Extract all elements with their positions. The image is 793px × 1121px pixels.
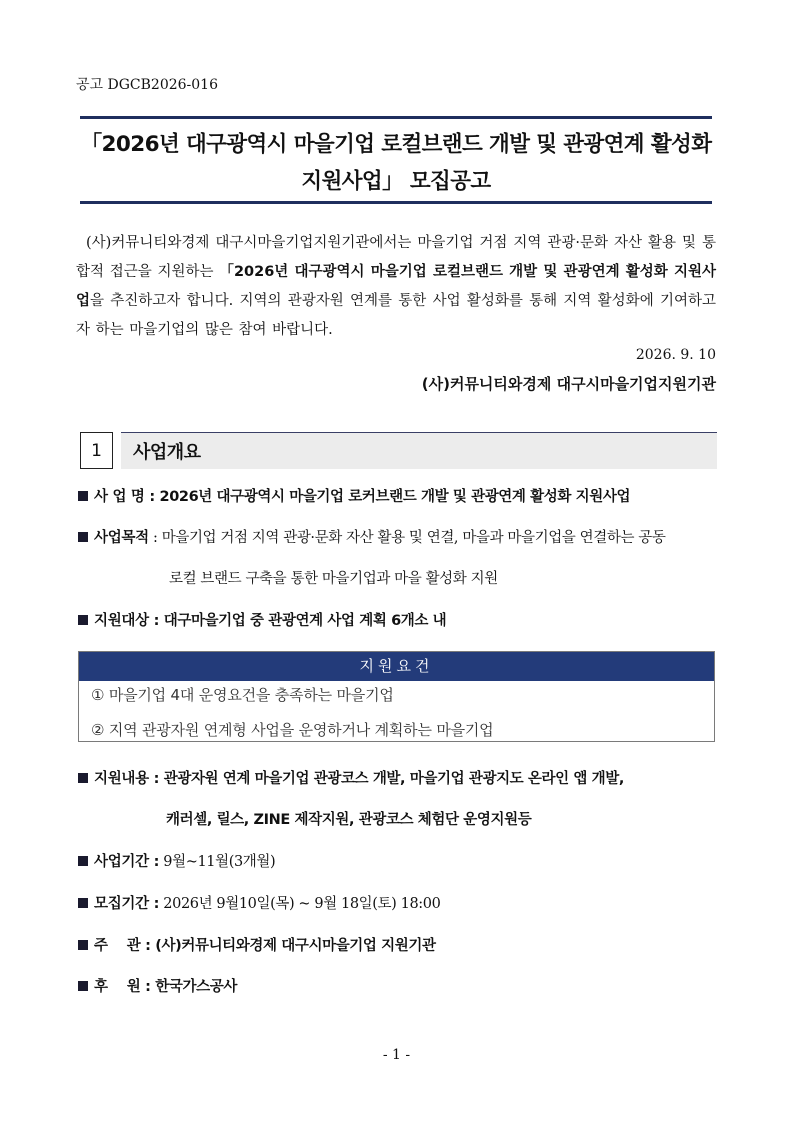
section-number: 1 xyxy=(80,432,113,469)
notice-id: 공고 DGCB2026-016 xyxy=(76,77,218,93)
bullet-square-icon xyxy=(78,940,88,950)
item-project-name: 사 업 명 : 2026년 대구광역시 마을기업 로커브랜드 개발 및 관광연계 활성화 지원사업 xyxy=(78,485,630,506)
bullet-square-icon xyxy=(78,898,88,908)
item-sponsor: 후 원 : 한국가스공사 xyxy=(78,975,237,996)
item-recruit-period: 모집기간 : 2026년 9월10일(목) ~ 9월 18일(토) 18:00 xyxy=(78,892,440,913)
title-top-rule xyxy=(80,116,712,119)
notice-date: 2026. 9. 10 xyxy=(635,347,716,363)
requirement-line-1: ① 마을기업 4대 운영요건을 충족하는 마을기업 xyxy=(91,686,394,704)
title-line-2: 지원사업」 모집공고 xyxy=(301,169,491,194)
bullet-square-icon xyxy=(78,491,88,501)
item-content: 지원내용 : 관광자원 연계 마을기업 관광코스 개발, 마을기업 관광지도 온라인 앱 개발, xyxy=(78,767,624,788)
section-title: 사업개요 xyxy=(121,432,717,469)
bullet-square-icon xyxy=(78,981,88,991)
item-target: 지원대상 : 대구마을기업 중 관광연계 사업 계획 6개소 내 xyxy=(78,609,446,630)
item-host: 주 관 : (사)커뮤니티와경제 대구시마을기업 지원기관 xyxy=(78,934,436,955)
requirement-line-2: ② 지역 관광자원 연계형 사업을 운영하거나 계획하는 마을기업 xyxy=(91,721,494,739)
organization-name: (사)커뮤니티와경제 대구시마을기업지원기관 xyxy=(421,375,716,393)
page-number: - 1 - xyxy=(382,1047,411,1063)
intro-text-1: (사)커뮤니티와경제 대구시마을기업지원기관에서는 마을기업 거점 지역 관광·문화 자산 활용 및 통합적 접근을 지원하는 xyxy=(76,235,716,280)
title-line-1: 「2026년 대구광역시 마을기업 로컬브랜드 개발 및 관광연계 활성화 xyxy=(80,132,712,157)
intro-bold: 「2026년 대구광역시 마을기업 로컬브랜드 개발 및 관광연계 활성화 지원사업 xyxy=(76,264,717,309)
bullet-square-icon xyxy=(78,532,88,542)
bullet-square-icon xyxy=(78,615,88,625)
intro-text-2: 을 추진하고자 합니다. 지역의 관광자원 연계를 통한 사업 활성화를 통해 지역 활성화에 기여하고자 하는 마을기업의 많은 참여 바랍니다. xyxy=(76,293,716,338)
bullet-square-icon xyxy=(78,773,88,783)
requirements-header: 지원요건 xyxy=(79,652,714,681)
item-content-cont: 캐러셀, 릴스, ZINE 제작지원, 관광코스 체험단 운영지원등 xyxy=(166,812,532,828)
bullet-square-icon xyxy=(78,856,88,866)
item-purpose-cont: 로컬 브랜드 구축을 통한 마을기업과 마을 활성화 지원 xyxy=(169,571,498,587)
item-period: 사업기간 : 9월~11월(3개월) xyxy=(78,850,275,871)
item-purpose: 사업목적 : 마을기업 거점 지역 관광·문화 자산 활용 및 연결, 마을과 마을기업을 연결하는 공동 xyxy=(78,526,665,547)
intro-paragraph xyxy=(76,229,716,345)
title-bottom-rule xyxy=(80,201,712,204)
